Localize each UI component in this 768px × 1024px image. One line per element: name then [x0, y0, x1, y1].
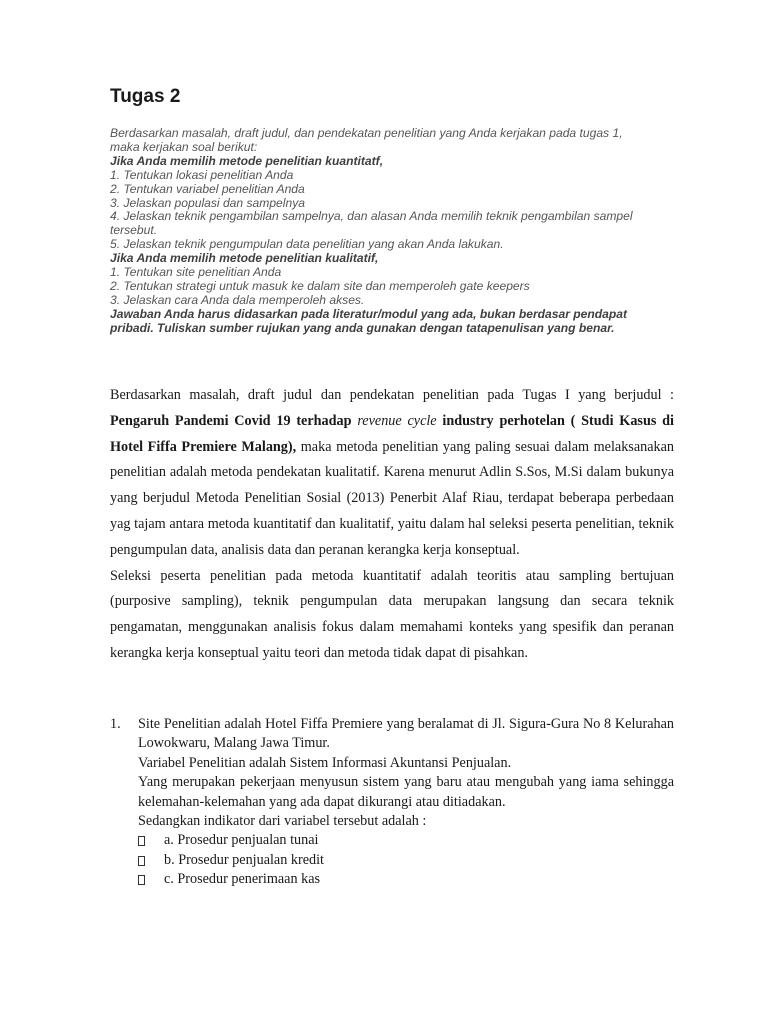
quantitative-item: 3. Jelaskan populasi dan sampelnya: [110, 195, 305, 210]
research-title-part-2: industry perhotelan ( Studi Kasus di Hotel Fiffa Premiere Malang),: [110, 412, 674, 455]
task-note: Jawaban Anda harus didasarkan pada literatur/modul yang ada, bukan berdasar pendapat pribadi. Tuliskan sumber rujukan yang anda gunakan dengan tatapenulisan yang benar.: [110, 306, 628, 335]
answer-paragraph-2: Seleksi peserta penelitian pada metoda kuantitatif adalah teoritis atau sampling bertujuan (purposive sampling), teknik pengumpulan data merupakan langsung dan secara teknik pengamatan, menggunakan analisis fokus dalam memahami konteks yang spesifik dan peranan kerangka kerja konseptual yaitu teori dan metoda tidak dapat di pisahkan.: [110, 567, 674, 661]
indicator-label: c. Prosedur penerimaan kas: [164, 871, 321, 888]
list-item-content: [138, 715, 674, 890]
quantitative-heading: Jika Anda memilih metode penelitian kuantitatf,: [110, 153, 384, 168]
answer-p1-rest: maka metoda penelitian yang paling sesuai dalam melaksanakan penelitian adalah metoda pendekatan kualitatif. Karena menurut Adlin S.Sos, M.Si dalam bukunya yang berjudul Metoda Penelitian Sosial (2013) Penerbit Alaf Riau, terdapat beberapa perbedaan yag tajam antara metoda kuantitatif dan kualitatif, yaitu dalam hal seleksi peserta penelitian, teknik pengumpulan data, analisis data dan peranan kerangka kerja konseptual.: [110, 438, 675, 558]
qualitative-item: 1. Tentukan site penelitian Anda: [110, 265, 282, 280]
quantitative-item: 2. Tentukan variabel penelitian Anda: [110, 181, 305, 196]
qualitative-item: 3. Jelaskan cara Anda dala memperoleh akses.: [110, 292, 365, 307]
box-bullet-icon: [138, 836, 145, 846]
quantitative-item: tersebut.: [110, 223, 158, 238]
qualitative-item: 2. Tentukan strategi untuk masuk ke dalam site dan memperoleh gate keepers: [110, 278, 530, 293]
indicator-intro: Sedangkan indikator dari variabel tersebut adalah :: [138, 813, 427, 830]
indicator-item: [138, 870, 674, 889]
indicator-item: [138, 831, 674, 850]
box-bullet-icon: [138, 875, 145, 885]
research-title-part-1: Pengaruh Pandemi Covid 19 terhadap: [110, 412, 352, 429]
research-title-italic: revenue cycle: [357, 412, 437, 429]
indicator-item: [138, 851, 674, 870]
indicator-label: b. Prosedur penjualan kredit: [164, 851, 324, 868]
list-number: 1.: [110, 716, 121, 732]
answer-p1-intro: Berdasarkan masalah, draft judul dan pendekatan penelitian pada Tugas I yang berjudul :: [110, 387, 674, 403]
site-text: Site Penelitian adalah Hotel Fiffa Premiere yang beralamat di Jl. Sigura-Gura No 8 Kelurahan Lowokwaru, Malang Jawa Timur.: [138, 716, 674, 752]
document-title: Tugas 2: [110, 86, 181, 107]
variable-text: Variabel Penelitian adalah Sistem Informasi Akuntansi Penjualan.: [138, 754, 512, 771]
task-instructions: [110, 127, 674, 336]
answer-paragraph-1: [110, 383, 674, 564]
box-bullet-icon: [138, 856, 145, 866]
indicator-label: a. Prosedur penjualan tunai: [164, 832, 319, 849]
quantitative-item: 5. Jelaskan teknik pengumpulan data penelitian yang akan Anda lakukan.: [110, 237, 504, 252]
answer-body: [110, 383, 674, 667]
quantitative-item: 4. Jelaskan teknik pengambilan sampelnya, dan alasan Anda memilih teknik pengambilan sampel: [110, 209, 633, 224]
numbered-list: [110, 715, 674, 890]
task-intro-line-2: maka kerjakan soal berikut:: [110, 139, 258, 154]
definition-text: Yang merupakan pekerjaan menyusun sistem yang baru atau mengubah yang iama sehingga kelemahan-kelemahan yang ada dapat dikurangi atau ditiadakan.: [138, 774, 674, 810]
quantitative-item: 1. Tentukan lokasi penelitian Anda: [110, 167, 294, 182]
qualitative-heading: Jika Anda memilih metode penelitian kualitatif,: [110, 251, 379, 266]
task-intro-line-1: Berdasarkan masalah, draft judul, dan pendekatan penelitian yang Anda kerjakan pada tugas 1,: [110, 126, 623, 140]
